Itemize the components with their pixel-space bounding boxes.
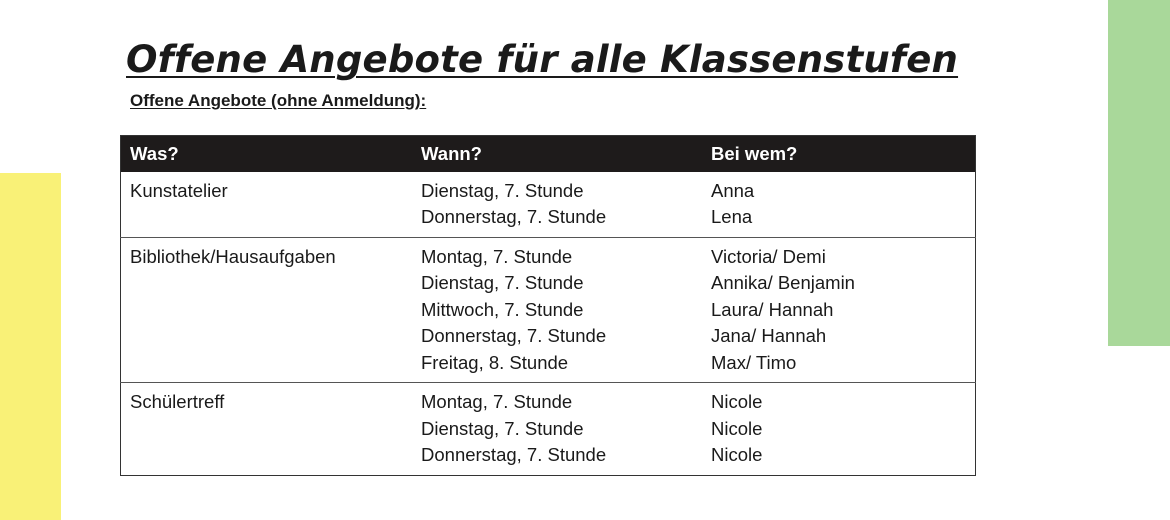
supervisor-entry: Annika/ Benjamin — [711, 272, 855, 293]
supervisor-entry: Victoria/ Demi — [711, 245, 826, 267]
time-entry: Dienstag, 7. Stunde — [421, 272, 584, 293]
cell-activity — [121, 237, 413, 383]
supervisor-entry: Lena — [711, 206, 753, 227]
table-header — [121, 136, 976, 172]
activity-name: Kunstatelier — [130, 179, 228, 201]
table-row — [121, 237, 976, 383]
supervisor-entry: Jana/ Hannah — [711, 325, 827, 346]
supervisor-entry: Nicole — [711, 444, 763, 465]
time-entry: Dienstag, 7. Stunde — [421, 179, 584, 201]
cell-supervisors — [702, 172, 976, 238]
table-row — [121, 172, 976, 238]
column-header-bei-wem: Bei wem? — [711, 142, 798, 164]
table-row — [121, 383, 976, 476]
cell-activity — [121, 383, 413, 476]
column-header-wann: Wann? — [421, 142, 482, 164]
supervisor-entry: Nicole — [711, 417, 763, 439]
time-entry: Dienstag, 7. Stunde — [421, 417, 584, 439]
supervisor-entry: Nicole — [711, 391, 763, 412]
table-body — [121, 172, 976, 476]
table-header-row — [121, 136, 976, 172]
time-entry: Montag, 7. Stunde — [421, 245, 573, 267]
supervisor-entry: Anna — [711, 179, 755, 201]
yellow-accent-bar — [0, 173, 61, 520]
supervisor-entry: Laura/ Hannah — [711, 298, 834, 320]
green-accent-bar — [1108, 0, 1170, 346]
activity-name: Schülertreff — [130, 391, 225, 412]
time-entry: Donnerstag, 7. Stunde — [421, 325, 607, 346]
cell-activity — [121, 172, 413, 238]
cell-times — [412, 237, 702, 383]
offers-table — [120, 135, 976, 476]
time-entry: Donnerstag, 7. Stunde — [421, 444, 607, 465]
time-entry: Mittwoch, 7. Stunde — [421, 298, 584, 320]
cell-times — [412, 383, 702, 476]
cell-supervisors — [702, 237, 976, 383]
cell-supervisors — [702, 383, 976, 476]
column-header-was: Was? — [130, 142, 179, 164]
cell-times — [412, 172, 702, 238]
activity-name: Bibliothek/Hausaufgaben — [130, 245, 336, 267]
time-entry: Freitag, 8. Stunde — [421, 351, 569, 373]
page-title: Offene Angebote für alle Klassenstufen — [126, 38, 959, 81]
supervisor-entry: Max/ Timo — [711, 351, 797, 373]
time-entry: Donnerstag, 7. Stunde — [421, 206, 607, 227]
time-entry: Montag, 7. Stunde — [421, 391, 573, 412]
page-subtitle: Offene Angebote (ohne Anmeldung): — [130, 91, 427, 110]
